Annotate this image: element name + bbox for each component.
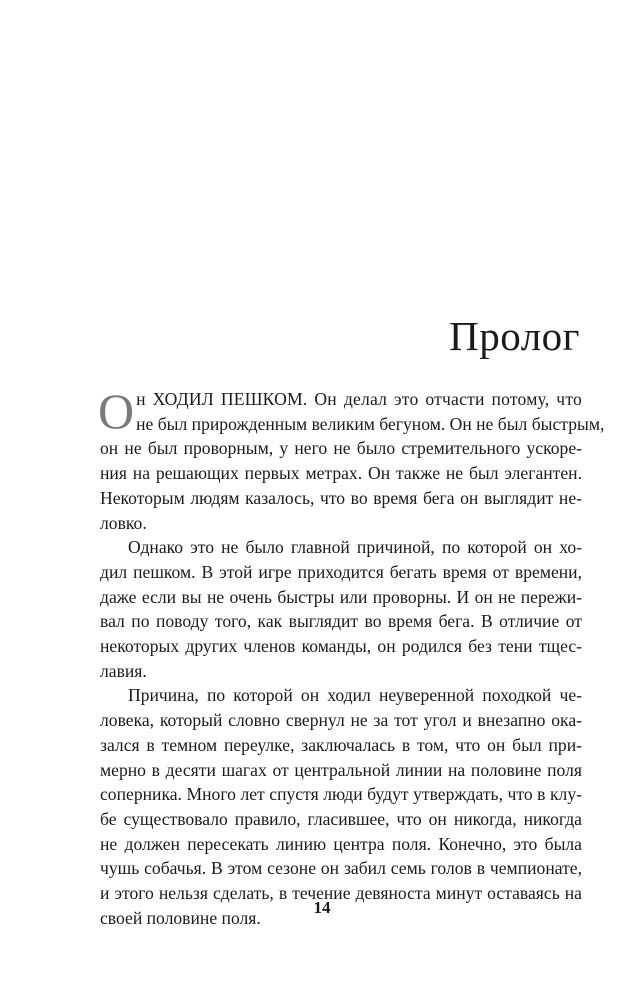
text-line: н ХОДИЛ ПЕШКОМ. Он делал это отчасти потому, что <box>136 389 582 409</box>
text-line: не был прирожденным великим бегуном. Он не был быстрым, <box>136 413 605 434</box>
text-line: вал по поводу того, как выглядит во время бега. В отличие от <box>100 611 582 632</box>
chapter-title: Пролог <box>449 313 580 359</box>
text-line: Однако это не было главной причиной, по которой он хо- <box>128 537 582 558</box>
text-line: Некоторым людям казалось, что во время бега он выглядит не- <box>100 487 582 508</box>
text-line: некоторых других членов команды, он родился без тени тщес- <box>100 636 582 657</box>
paragraph-1 <box>98 383 605 535</box>
text-line: не должен пересекать линию центра поля. Конечно, это была <box>100 833 582 854</box>
text-line: ния на решающих первых метрах. Он также не был элегантен. <box>100 463 582 484</box>
text-line: ловко. <box>100 512 147 533</box>
text-line: мерно в десяти шагах от центральной линии на половине поля <box>100 759 582 780</box>
text-line: бе существовало правило, гласившее, что он никогда, никогда <box>100 808 582 829</box>
text-line: даже если вы не очень быстры или проворны. И он не пережи- <box>100 586 582 607</box>
paragraph-2 <box>100 535 582 683</box>
page-number: 14 <box>313 898 331 917</box>
drop-cap: О <box>98 383 135 439</box>
text-line: соперника. Много лет спустя люди будут утверждать, что в клу- <box>100 784 582 805</box>
text-line: дил пешком. В этой игре приходится бегать время от времени, <box>100 561 582 582</box>
text-line: лавия. <box>100 660 147 681</box>
text-line: Причина, по которой он ходил неуверенной походкой че- <box>128 685 582 706</box>
text-line: чушь собачья. В этом сезоне он забил семь голов в чемпионате, <box>100 858 582 879</box>
text-line: зался в темном переулке, заключалась в том, что он был при- <box>100 734 582 755</box>
text-line: ловека, который словно свернул не за тот угол и внезапно ока- <box>100 710 582 731</box>
text-line: своей половине поля. <box>100 907 261 928</box>
body-text <box>98 383 605 930</box>
paragraph-3 <box>100 683 582 930</box>
text-line: он не был проворным, у него не было стремительного ускоре- <box>100 438 582 459</box>
text-line: и этого нельзя сделать, в течение девяноста минут оставаясь на <box>100 883 582 904</box>
